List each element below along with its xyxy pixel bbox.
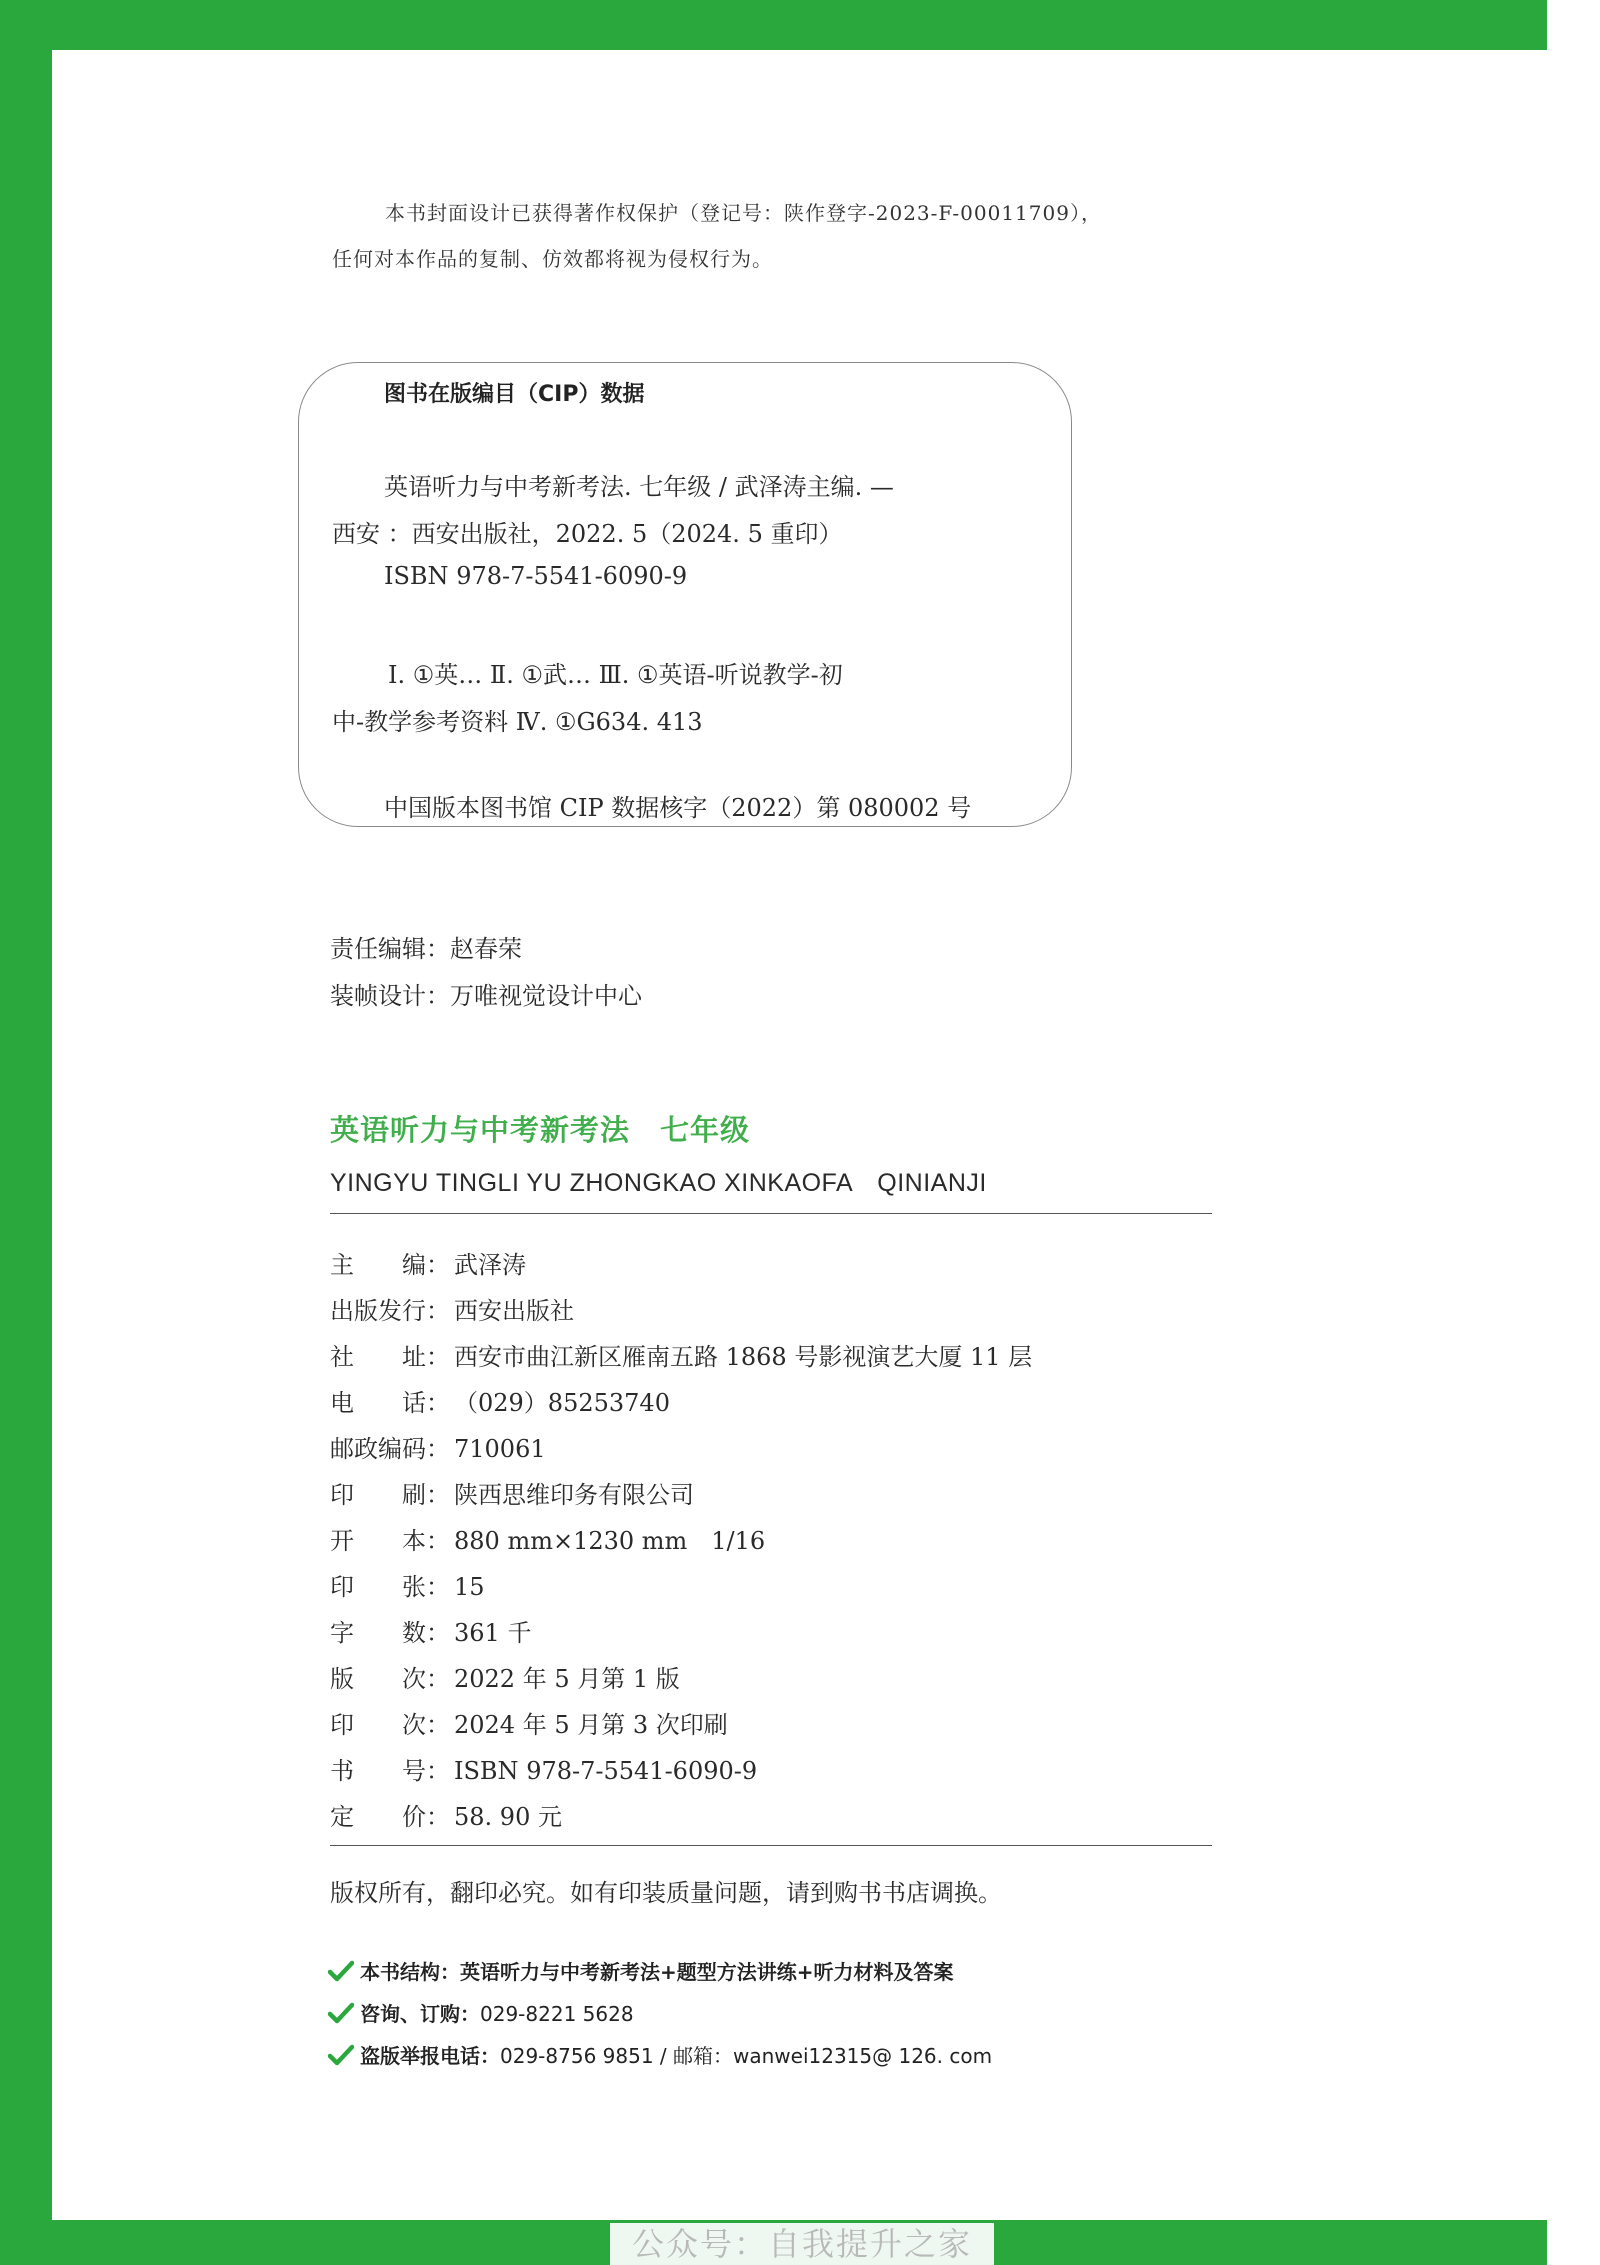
binding-design: 装帧设计：万唯视觉设计中心: [330, 982, 642, 1010]
info-value: 361 千: [454, 1619, 532, 1647]
info-label: 出版发行：: [330, 1297, 450, 1325]
info-label: 定 价：: [330, 1803, 450, 1831]
responsible-editor: 责任编辑：赵春荣: [330, 935, 522, 963]
info-label: 开 本：: [330, 1527, 450, 1555]
cip-data-box: [298, 362, 1072, 827]
copyright-notice-line1: 本书封面设计已获得著作权保护（登记号：陕作登字-2023-F-00011709），: [385, 201, 1102, 225]
info-value: 2024 年 5 月第 3 次印刷: [454, 1711, 728, 1739]
feature-label: 咨询、订购：: [360, 2002, 480, 2026]
info-label: 邮政编码：: [330, 1435, 450, 1463]
info-row-printer: [330, 1475, 694, 1510]
feature-consult-order: [328, 1998, 634, 2027]
info-value: 880 mm×1230 mm 1/16: [454, 1527, 766, 1555]
checkmark-icon: [328, 2002, 354, 2024]
info-value: 西安市曲江新区雁南五路 1868 号影视演艺大厦 11 层: [454, 1343, 1033, 1371]
right-margin: [1547, 0, 1600, 2265]
info-label: 社 址：: [330, 1343, 450, 1371]
info-label: 印 张：: [330, 1573, 450, 1601]
info-label: 印 次：: [330, 1711, 450, 1739]
info-label: 电 话：: [330, 1389, 450, 1417]
info-value: 陕西思维印务有限公司: [454, 1481, 694, 1509]
info-label: 印 刷：: [330, 1481, 450, 1509]
cip-title-line: 英语听力与中考新考法. 七年级 / 武泽涛主编. —: [384, 473, 894, 501]
feature-label: 本书结构：: [360, 1960, 460, 1984]
info-label: 版 次：: [330, 1665, 450, 1693]
divider-bottom: [330, 1845, 1212, 1846]
info-row-publisher: [330, 1291, 574, 1326]
checkmark-icon: [328, 1960, 354, 1982]
info-row-format: [330, 1521, 765, 1556]
info-value: 西安出版社: [454, 1297, 574, 1325]
cip-publisher-line: 西安 ：西安出版社，2022. 5（2024. 5 重印）: [332, 520, 843, 548]
checkmark-icon: [328, 2044, 354, 2066]
feature-piracy-report: [328, 2040, 992, 2069]
cip-verification-line: 中国版本图书馆 CIP 数据核字（2022）第 080002 号: [384, 794, 972, 822]
cip-isbn-line: ISBN 978-7-5541-6090-9: [384, 562, 688, 590]
feature-book-structure: [328, 1956, 954, 1985]
info-row-postcode: [330, 1429, 546, 1464]
info-row-chief-editor: [330, 1245, 526, 1280]
divider-top: [330, 1213, 1212, 1214]
info-value: 武泽涛: [454, 1251, 526, 1279]
info-row-isbn: [330, 1751, 757, 1786]
info-label: 书 号：: [330, 1757, 450, 1785]
feature-value: 029-8221 5628: [480, 2002, 634, 2026]
info-value: 15: [454, 1573, 485, 1601]
info-value: ISBN 978-7-5541-6090-9: [454, 1757, 758, 1785]
info-value: 58. 90 元: [454, 1803, 562, 1831]
cip-heading: 图书在版编目（CIP）数据: [384, 382, 645, 407]
book-title-pinyin: YINGYU TINGLI YU ZHONGKAO XINKAOFA QINIANJI: [330, 1169, 987, 1197]
rights-notice: 版权所有，翻印必究。如有印装质量问题，请到购书书店调换。: [330, 1879, 1002, 1907]
info-row-printing: [330, 1705, 728, 1740]
info-row-sheets: [330, 1567, 485, 1602]
feature-label: 盗版举报电话：: [360, 2044, 500, 2068]
info-row-address: [330, 1337, 1032, 1372]
info-value: 710061: [454, 1435, 546, 1463]
feature-value: 英语听力与中考新考法+题型方法讲练+听力材料及答案: [460, 1960, 954, 1984]
book-title: 英语听力与中考新考法 七年级: [330, 1113, 751, 1147]
info-row-edition: [330, 1659, 680, 1694]
cip-classification-line2: 中-教学参考资料 Ⅳ. ①G634. 413: [332, 708, 703, 736]
info-row-price: [330, 1797, 562, 1832]
copyright-notice-line2: 任何对本作品的复制、仿效都将视为侵权行为。: [332, 247, 773, 271]
feature-value: 029-8756 9851 / 邮箱：wanwei12315@ 126. com: [500, 2044, 993, 2068]
cip-classification-line1: Ⅰ. ①英… Ⅱ. ①武… Ⅲ. ①英语-听说教学-初: [388, 661, 843, 689]
info-value: 2022 年 5 月第 1 版: [454, 1665, 680, 1693]
watermark: 公众号：自我提升之家: [610, 2223, 994, 2265]
info-row-word-count: [330, 1613, 531, 1648]
info-label: 主 编：: [330, 1251, 450, 1279]
info-row-phone: [330, 1383, 670, 1418]
info-value: （029）85253740: [454, 1389, 670, 1417]
info-label: 字 数：: [330, 1619, 450, 1647]
